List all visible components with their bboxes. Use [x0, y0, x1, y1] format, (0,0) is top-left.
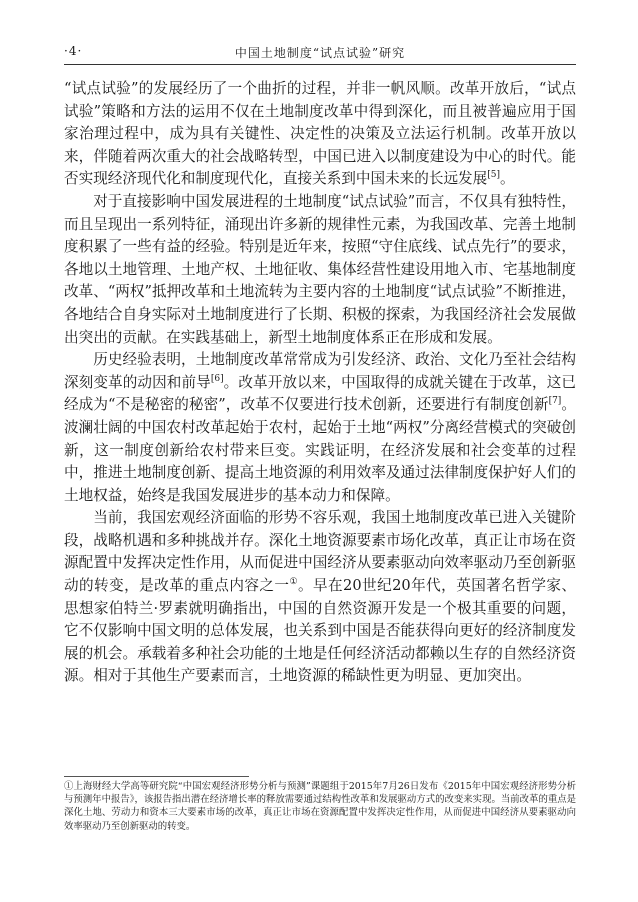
page-number: ·4· [64, 44, 83, 58]
citation-ref: [7] [548, 396, 562, 407]
paragraph-1: “试点试验”的发展经历了一个曲折的过程，并非一帆风顺。改革开放后，“试点试验”策略和方法的运用不仅在土地制度改革中得到深化，而且被普遍应用于国家治理过程中，成为具有关键性、决定性的决策及立法运行机制。改革开放以来，伴随着两次重大的社会战略转型，中国已进入以制度建设为中心的时代。能否实现经济现代化和制度现代化，直接关系到中国未来的长远发展[5]。 [64, 80, 576, 188]
citation-ref: [6] [210, 373, 224, 384]
footnote-rule [64, 776, 249, 777]
paragraph-4: 当前，我国宏观经济面临的形势不容乐观，我国土地制度改革已进入关键阶段，战略机遇和多种挑战并存。深化土地资源要素市场化改革，真正让市场在资源配置中发挥决定性作用，从而促进中国经济从要素驱动向效率驱动乃至创新驱动的转变，是改革的重点内容之一①。早在20世纪20年代，英国著名哲学家、思想家伯特兰·罗素就明确指出，中国的自然资源开发是一个极其重要的问题，它不仅影响中国文明的总体发展，也关系到中国是否能获得向更好的经济制度发展的机会。承载着多种社会功能的土地是任何经济活动都赖以生存的自然经济资源。相对于其他生产要素而言，土地资源的稀缺性更为明显、更加突出。 [64, 509, 576, 685]
footnote: ①上海财经大学高等研究院“中国宏观经济形势分析与预测”课题组于2015年7月26日发布《2015年中国宏观经济形势分析与预测年中报告》，该报告指出潜在经济增长率的释放需要通过结构性改革和发展驱动方式的改变来实现。当前改革的重点是深化土地、劳动力和资本三大要素市场的改革，真正让市场在资源配置中发挥决定性作用，从而促进中国经济从要素驱动向效率驱动乃至创新驱动的转变。 [64, 781, 576, 832]
citation-ref: [5] [487, 170, 500, 181]
header-rule [64, 64, 576, 65]
running-title: 中国土地制度“试点试验”研究 [234, 46, 406, 60]
paragraph-2: 对于直接影响中国发展进程的土地制度“试点试验”而言，不仅具有独特性，而且呈现出一系列特征，涌现出许多新的规律性元素，为我国改革、完善土地制度积累了一些有益的经验。特别是近年来，按照“守住底线、试点先行”的要求，各地以土地管理、土地产权、土地征收、集体经营性建设用地入市、宅基地制度改革、“两权”抵押改革和土地流转为主要内容的土地制度“试点试验”不断推进，各地结合自身实际对土地制度进行了长期、积极的探索，为我国经济社会发展做出突出的贡献。在实践基础上，新型土地制度体系正在形成和发展。 [64, 192, 576, 346]
running-header [64, 44, 576, 62]
paragraph-3: 历史经验表明，土地制度改革常常成为引发经济、政治、文化乃至社会结构深刻变革的动因和前导[6]。改革开放以来，中国取得的成就关键在于改革，这已经成为“不是秘密的秘密”，改革不仅要进行技术创新，还要进行有制度创新[7]。波澜壮阔的中国农村改革起始于农村，起始于土地“两权”分离经营模式的突破创新，这一制度创新给农村带来巨变。实践证明，在经济发展和社会变革的过程中，推进土地制度创新、提高土地资源的利用效率及通过法律制度保护好人们的土地权益，始终是我国发展进步的基本动力和保障。 [64, 351, 576, 504]
body-text [64, 78, 576, 688]
footnote-ref: ① [289, 577, 298, 588]
